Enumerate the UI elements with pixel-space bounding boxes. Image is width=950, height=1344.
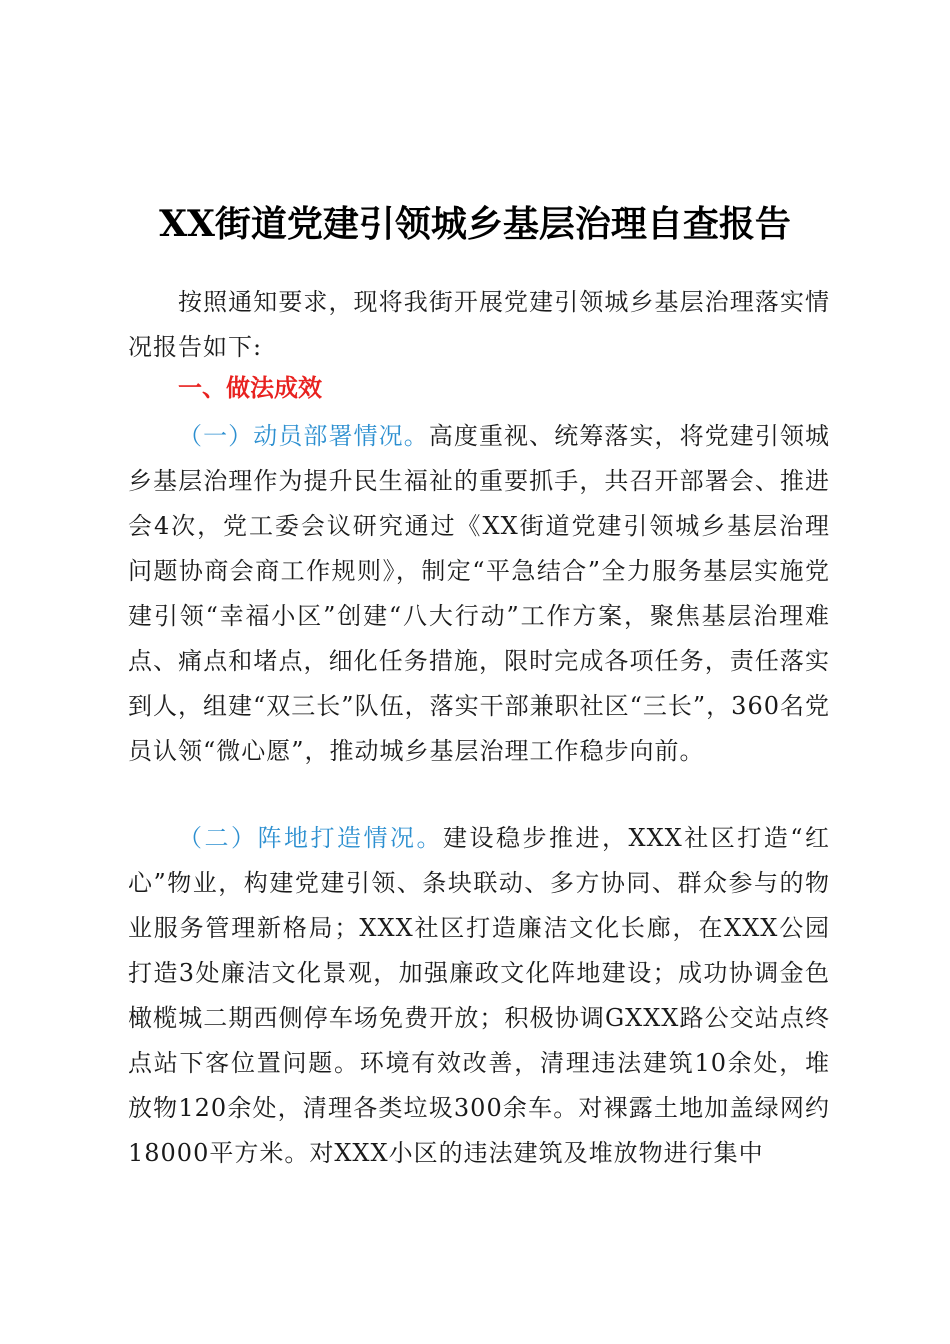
paragraph-text: 高度重视、统筹落实，将党建引领城乡基层治理作为提升民生福祉的重要抓手，共召开部署会、推进会4次，党工委会议研究通过《XX街道党建引领城乡基层治理问题协商会商工作规则》，制定“平急结合”全力服务基层实施党建引领“幸福小区”创建“八大行动”工作方案，聚焦基层治理难点、痛点和堵点，细化任务措施，限时完成各项任务，责任落实到人，组建“双三长”队伍，落实干部兼职社区“三长”，360名党员认领“微心愿”，推动城乡基层治理工作稳步向前。 bbox=[128, 422, 831, 765]
section-heading: 一、做法成效 bbox=[178, 374, 322, 402]
subsection-heading: （二）阵地打造情况。 bbox=[178, 824, 443, 852]
paragraph-position-building bbox=[128, 816, 830, 1176]
intro-paragraph: 按照通知要求，现将我街开展党建引领城乡基层治理落实情况报告如下: bbox=[128, 288, 830, 361]
subsection-heading: （一）动员部署情况。 bbox=[178, 422, 429, 450]
document-title: XX街道党建引领城乡基层治理自查报告 bbox=[159, 203, 791, 245]
paragraph-mobilization bbox=[128, 414, 830, 774]
paragraph-text: 建设稳步推进，XXX社区打造“红心”物业，构建党建引领、条块联动、多方协同、群众参与的物业服务管理新格局；XXX社区打造廉洁文化长廊，在XXX公园打造3处廉洁文化景观，加强廉政文化阵地建设；成功协调金色橄榄城二期西侧停车场免费开放；积极协调GXXX路公交站点终点站下客位置问题。环境有效改善，清理违法建筑10余处，堆放物120余处，清理各类垃圾300余车。对裸露土地加盖绿网约18000平方米。对XXX小区的违法建筑及堆放物进行集中 bbox=[128, 824, 831, 1167]
